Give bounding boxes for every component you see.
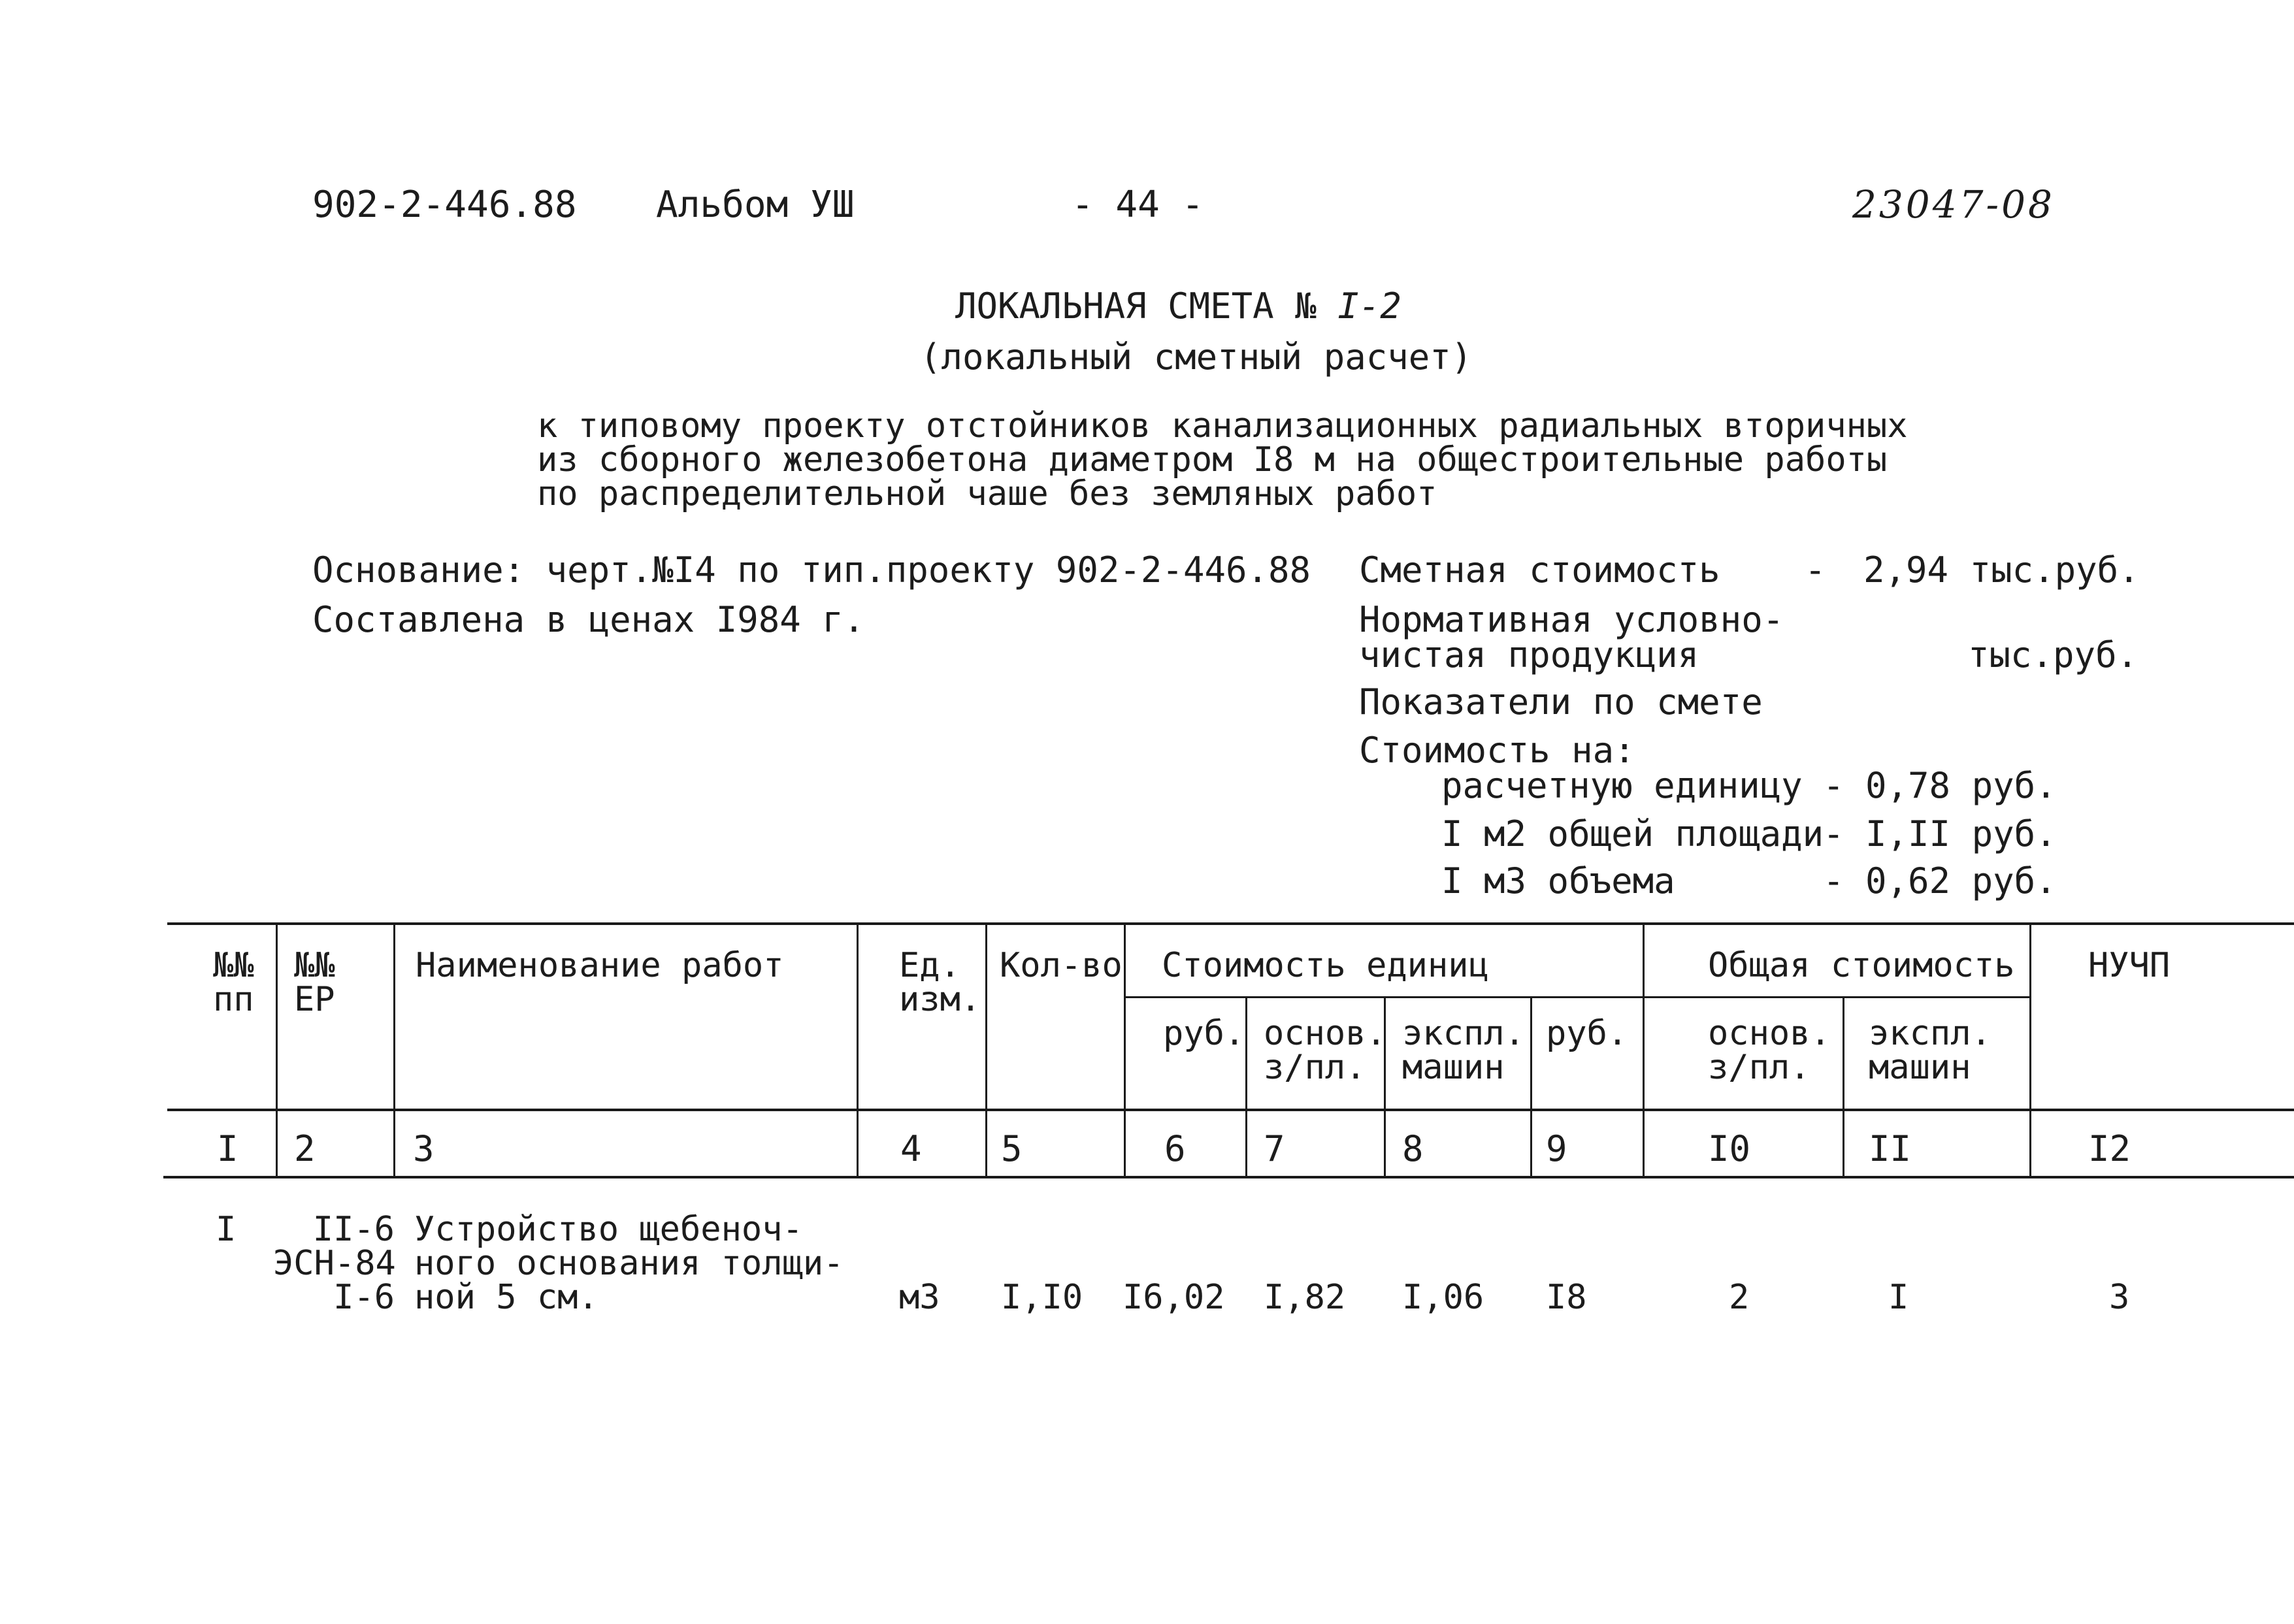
col-divider (857, 922, 859, 1177)
header-total-cost: Общая стоимость (1708, 946, 2015, 985)
estimate-number: I-2 (1337, 285, 1401, 327)
header-unit (899, 946, 981, 1019)
normative-line: чистая продукция (1359, 634, 1699, 675)
col-divider (276, 922, 278, 1177)
description-line: по распределительной чаше без земляных работ (537, 474, 1437, 513)
per-unit-value: - 0,78 руб. (1823, 765, 2057, 806)
header-quantity: Кол-во (1000, 946, 1122, 985)
estimate-description (537, 406, 1908, 513)
work-name-line: Устройство щебеноч- (414, 1210, 803, 1249)
col-divider (1530, 997, 1532, 1177)
subheader-total-machine-expl (1869, 1014, 1991, 1087)
header-line: з/пл. (1708, 1048, 1811, 1087)
column-number: 5 (1001, 1128, 1023, 1169)
header-line: пп (213, 980, 254, 1019)
row-cost-rub: I6,02 (1122, 1278, 1225, 1317)
work-name-line: ного основания толщи- (414, 1244, 844, 1283)
header-line: экспл. (1402, 1014, 1525, 1053)
col-divider (1843, 997, 1844, 1177)
subheader-total-basic-wage (1708, 1014, 1831, 1087)
basis-text: Основание: черт.№I4 по тип.проекту 902-2-446.88 (312, 549, 1311, 591)
subheader-basic-wage (1264, 1014, 1386, 1087)
album-label: Альбом УШ (656, 184, 855, 226)
cost-on-label: Стоимость на: (1359, 730, 1635, 771)
total-cost-sub-border (1644, 996, 2031, 998)
col-divider (1643, 922, 1645, 1177)
estimated-cost-label: Сметная стоимость (1359, 549, 1720, 591)
header-line: основ. (1708, 1014, 1831, 1053)
doc-number: 902-2-446.88 (312, 184, 577, 226)
estimated-cost-dash: - (1805, 549, 1826, 591)
column-number: 2 (294, 1128, 316, 1169)
description-line: из сборного железобетона диаметром I8 м на общестроительные работы (537, 440, 1888, 479)
numbers-bottom-border (163, 1176, 2294, 1178)
column-number: 3 (413, 1128, 434, 1169)
row-er-code (273, 1210, 396, 1317)
row-quantity: I,I0 (1001, 1278, 1083, 1317)
column-number: 6 (1164, 1128, 1186, 1169)
header-unit-cost: Стоимость единиц (1162, 946, 1489, 985)
column-number: I2 (2088, 1128, 2131, 1169)
header-line: з/пл. (1264, 1048, 1366, 1087)
header-line: №№ (213, 946, 254, 985)
col-divider (393, 922, 395, 1177)
estimate-title (955, 285, 1401, 327)
header-line: изм. (899, 980, 981, 1019)
table-top-border (167, 922, 2294, 925)
indicators-label: Показатели по смете (1359, 681, 1763, 723)
normative-line: Нормативная условно- (1359, 599, 1784, 640)
estimate-subtitle: (локальный сметный расчет) (920, 336, 1473, 378)
row-nuchp: 3 (2109, 1278, 2130, 1317)
header-work-name: Наименование работ (416, 946, 784, 985)
row-number: I (216, 1210, 237, 1249)
column-number: 8 (1402, 1128, 1424, 1169)
per-m2-label: I м2 общей площади (1441, 813, 1824, 854)
per-m3-value: - 0,62 руб. (1823, 860, 2057, 901)
work-name-line: ной 5 см. (414, 1278, 598, 1317)
row-total-machine-expl: I (1888, 1278, 1909, 1317)
handwritten-number: 23047-08 (1852, 182, 2055, 227)
row-cost-machine-expl: I,06 (1402, 1278, 1484, 1317)
row-unit: м3 (899, 1278, 940, 1317)
col-divider (1124, 922, 1126, 1177)
er-line: II-6 (312, 1210, 395, 1249)
page-number: - 44 - (1072, 184, 1204, 226)
column-number: I (217, 1128, 238, 1169)
col-divider (2029, 922, 2031, 1177)
header-er-number (294, 946, 335, 1019)
header-bottom-border (167, 1109, 2294, 1111)
header-line: Ед. (899, 946, 960, 985)
header-line: экспл. (1869, 1014, 1991, 1053)
estimate-title-text: ЛОКАЛЬНАЯ СМЕТА № (955, 285, 1317, 327)
col-divider (985, 922, 987, 1177)
subheader-rub-total: руб. (1546, 1014, 1628, 1053)
normative-label (1359, 599, 1784, 675)
header-line: ЕР (294, 980, 335, 1019)
per-unit-label: расчетную единицу (1441, 765, 1803, 806)
normative-value: тыс.руб. (1968, 634, 2138, 675)
subheader-rub: руб. (1163, 1014, 1245, 1053)
column-number: 9 (1546, 1128, 1567, 1169)
column-number: 7 (1264, 1128, 1285, 1169)
row-work-name (414, 1210, 844, 1317)
subheader-machine-expl (1402, 1014, 1525, 1087)
column-number: 4 (900, 1128, 922, 1169)
description-line: к типовому проекту отстойников канализационных радиальных вторичных (537, 406, 1908, 446)
row-total-rub: I8 (1546, 1278, 1587, 1317)
header-line: машин (1869, 1048, 1971, 1087)
prices-text: Составлена в ценах I984 г. (312, 599, 865, 640)
header-line: №№ (294, 946, 335, 985)
per-m2-value: - I,II руб. (1823, 813, 2057, 854)
header-line: основ. (1264, 1014, 1386, 1053)
row-cost-basic-wage: I,82 (1264, 1278, 1346, 1317)
er-line: ЭСН-84 (273, 1244, 396, 1283)
col-divider (1245, 997, 1247, 1177)
header-line: машин (1402, 1048, 1505, 1087)
header-row-number (213, 946, 254, 1019)
column-number: II (1869, 1128, 1912, 1169)
column-number: I0 (1708, 1128, 1751, 1169)
er-line: I-6 (333, 1278, 395, 1317)
per-m3-label: I м3 объема (1441, 860, 1675, 901)
estimated-cost-value: 2,94 тыс.руб. (1863, 549, 2140, 591)
header-nuchp: НУЧП (2088, 946, 2171, 985)
row-total-basic-wage: 2 (1729, 1278, 1750, 1317)
